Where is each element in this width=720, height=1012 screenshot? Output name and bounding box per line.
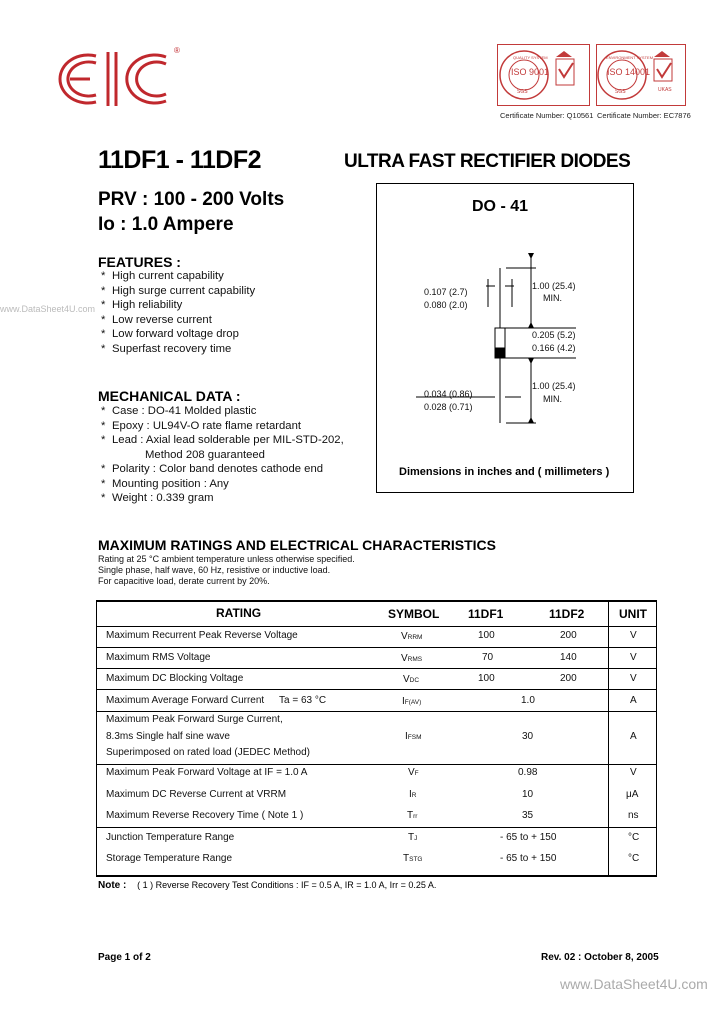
list-item: * Weight : 0.339 gram xyxy=(101,492,214,504)
table-row: Storage Temperature Range xyxy=(106,853,233,864)
symbol-cell: VRMS xyxy=(401,653,423,664)
value-11df2: 140 xyxy=(560,652,577,663)
value-both: - 65 to + 150 xyxy=(500,832,557,843)
rating-line: 8.3ms Single half sine wave xyxy=(106,731,230,742)
features-heading: FEATURES : xyxy=(98,254,181,270)
package-drawing xyxy=(376,183,634,493)
value-11df1: 100 xyxy=(478,673,495,684)
list-item: * Case : DO-41 Molded plastic xyxy=(101,405,257,417)
package-note: Dimensions in inches and ( millimeters ) xyxy=(399,466,610,478)
dim-body-dia-min: 0.080 (2.0) xyxy=(424,300,468,310)
mechanical-list xyxy=(98,404,344,506)
watermark-left: www.DataSheet4U.com xyxy=(0,304,96,314)
unit-cell: μA xyxy=(626,789,639,800)
unit-cell: A xyxy=(630,731,637,742)
unit-cell: V xyxy=(630,630,637,641)
symbol-cell: TJ xyxy=(408,832,418,843)
note xyxy=(98,880,436,891)
doc-title: ULTRA FAST RECTIFIER DIODES xyxy=(344,151,631,172)
list-item: * Low forward voltage drop xyxy=(101,328,239,340)
unit-cell: °C xyxy=(628,853,640,864)
unit-cell: V xyxy=(630,652,637,663)
col-11df2: 11DF2 xyxy=(549,607,585,621)
dim-body-len-min: 0.166 (4.2) xyxy=(532,343,576,353)
list-item: * Epoxy : UL94V-O rate flame retardant xyxy=(101,419,302,432)
unit-cell: V xyxy=(630,767,637,778)
value-both: 35 xyxy=(522,810,534,821)
value-11df2: 200 xyxy=(560,630,577,641)
value-both: 0.98 xyxy=(518,767,538,778)
unit-cell: ns xyxy=(628,810,639,821)
symbol-cell: IF(AV) xyxy=(402,696,422,707)
watermark-bottom: www.DataSheet4U.com xyxy=(560,976,708,992)
list-item: * Mounting position : Any xyxy=(101,477,229,490)
table-row: Maximum DC Reverse Current at VRRM xyxy=(106,789,287,800)
features-list xyxy=(98,269,255,356)
condition-text: Rating at 25 °C ambient temperature unless otherwise specified. xyxy=(98,554,355,564)
iso14001-badge: ENVIRONMENT SYSTEM ISO 14001 SGS UKAS xyxy=(596,44,686,106)
dim-body-len-max: 0.205 (5.2) xyxy=(532,330,576,340)
list-item: Method 208 guaranteed xyxy=(145,448,265,461)
col-11df1: 11DF1 xyxy=(468,607,504,621)
ratings-table xyxy=(96,600,657,876)
unit-cell: V xyxy=(630,673,637,684)
list-item: * High current capability xyxy=(101,270,224,282)
table-row: Maximum Reverse Recovery Time ( Note 1 ) xyxy=(106,810,304,821)
value-both: 1.0 xyxy=(521,695,535,706)
col-rating: RATING xyxy=(216,606,262,620)
note-text: ( 1 ) Reverse Recovery Test Conditions : IF = 0.5 A, IR = 1.0 A, Irr = 0.25 A. xyxy=(137,880,437,890)
note-label: Note : xyxy=(98,880,127,891)
unit-cell: °C xyxy=(628,832,640,843)
iso9001-badge: QUALITY SYSTEM ISO 9001 SGS xyxy=(497,44,590,106)
symbol-cell: VDC xyxy=(403,674,420,685)
dim-body-dia-max: 0.107 (2.7) xyxy=(424,287,468,297)
dim-lead-top-min: MIN. xyxy=(543,293,562,303)
list-item: * Polarity : Color band denotes cathode end xyxy=(101,463,324,475)
list-item: * Lead : Axial lead solderable per MIL-STD-202, xyxy=(101,434,344,446)
table-row: Maximum Average Forward Current xyxy=(106,695,265,706)
io-spec: Io : 1.0 Ampere xyxy=(98,214,234,235)
package-name: DO - 41 xyxy=(472,198,529,215)
certificate-number-1: Certificate Number: Q10561 xyxy=(500,111,594,120)
list-item: * Superfast recovery time xyxy=(101,342,232,355)
table-row: Maximum Peak Forward Surge Current, xyxy=(106,714,283,725)
symbol-cell: Trr xyxy=(407,810,418,821)
value-11df2: 200 xyxy=(560,673,577,684)
unit-cell: A xyxy=(630,695,637,706)
symbol-cell: VF xyxy=(408,767,419,778)
table-row: Maximum Peak Forward Voltage at IF = 1.0 A xyxy=(106,767,308,778)
condition-text: For capacitive load, derate current by 20%. xyxy=(98,576,270,586)
list-item: * High surge current capability xyxy=(101,284,256,297)
rating-line: Superimposed on rated load (JEDEC Method) xyxy=(106,747,310,758)
list-item: * Low reverse current xyxy=(101,313,212,326)
symbol-cell: TSTG xyxy=(403,853,423,864)
col-unit: UNIT xyxy=(619,607,647,621)
eic-logo xyxy=(56,44,186,114)
dim-wire-max: 0.034 (0.86) xyxy=(424,389,473,399)
symbol-cell: IFSM xyxy=(405,731,422,742)
registered-mark: ® xyxy=(174,46,180,55)
value-both: - 65 to + 150 xyxy=(500,853,557,864)
certificate-number-2: Certificate Number: EC7876 xyxy=(597,111,691,120)
page-number: Page 1 of 2 xyxy=(98,952,151,963)
symbol-cell: VRRM xyxy=(401,631,423,642)
mechanical-heading: MECHANICAL DATA : xyxy=(98,388,241,404)
table-row: Maximum RMS Voltage xyxy=(106,652,211,663)
dim-wire-min: 0.028 (0.71) xyxy=(424,402,473,412)
condition-cell: Ta = 63 °C xyxy=(279,695,327,706)
ratings-heading: MAXIMUM RATINGS AND ELECTRICAL CHARACTERISTICS xyxy=(98,537,496,553)
revision: Rev. 02 : October 8, 2005 xyxy=(541,952,659,963)
value-both: 30 xyxy=(522,731,534,742)
table-row: Junction Temperature Range xyxy=(106,832,235,843)
table-row: Maximum DC Blocking Voltage xyxy=(106,673,244,684)
condition-text: Single phase, half wave, 60 Hz, resistive or inductive load. xyxy=(98,565,331,575)
table-row: Maximum Recurrent Peak Reverse Voltage xyxy=(106,630,298,641)
symbol-cell: IR xyxy=(409,789,417,800)
col-symbol: SYMBOL xyxy=(388,607,440,621)
dim-lead-top: 1.00 (25.4) xyxy=(532,281,576,291)
value-11df1: 100 xyxy=(478,630,495,641)
part-number: 11DF1 - 11DF2 xyxy=(98,146,262,174)
list-item: * High reliability xyxy=(101,299,183,311)
value-both: 10 xyxy=(522,789,534,800)
value-11df1: 70 xyxy=(482,652,494,663)
dim-lead-bot-min: MIN. xyxy=(543,394,562,404)
prv-spec: PRV : 100 - 200 Volts xyxy=(98,189,285,210)
dim-lead-bot: 1.00 (25.4) xyxy=(532,381,576,391)
